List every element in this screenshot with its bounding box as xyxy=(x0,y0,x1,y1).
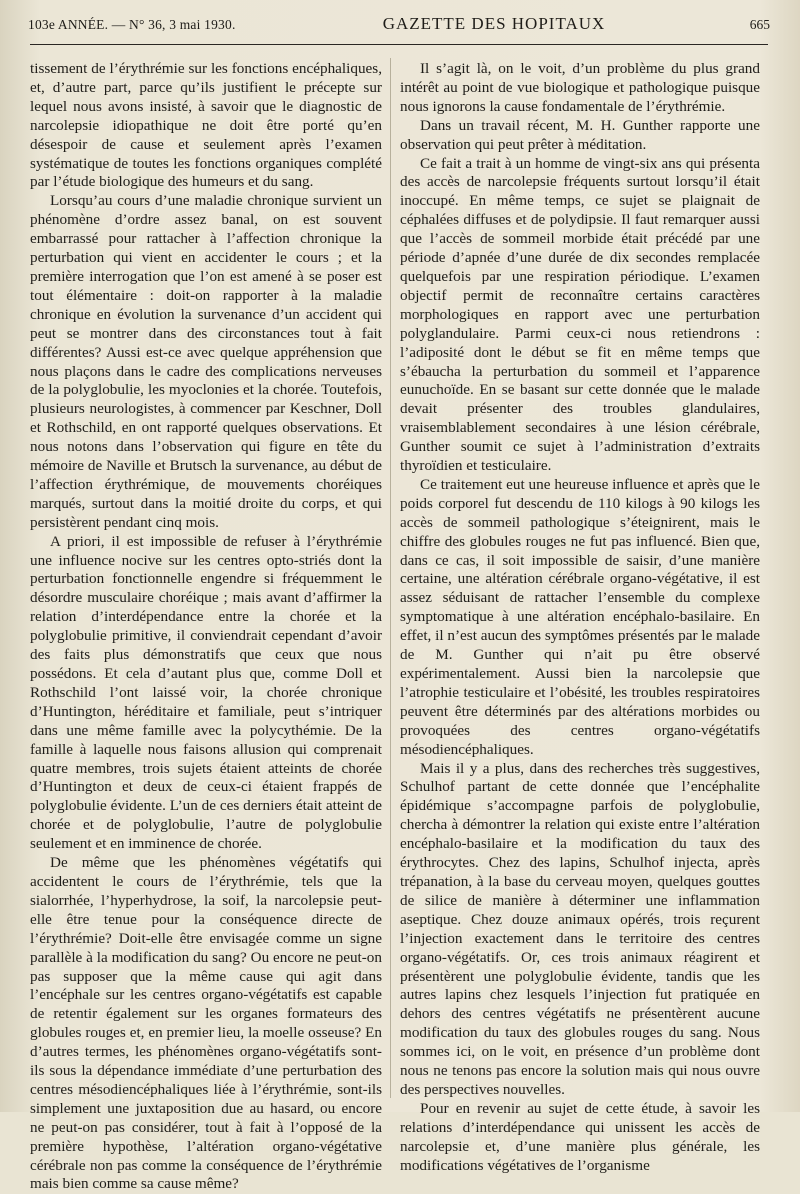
column-divider xyxy=(390,58,391,1098)
paragraph: Pour en revenir au sujet de cette étude, à savoir les relations d’interdépendance qui unissent les accès de narcolepsie et, d’une manière plus générale, les modifications végétatives de l’organisme xyxy=(400,1099,760,1174)
paragraph: Mais il y a plus, dans des recherches très suggestives, Schulhof partant de cette donnée que l’encéphalite épidémique s’accompagne parfois de polyglobulie, chercha à démontrer la relation qui existe entre l’altération encéphalo-basilaire et la modification du taux des érythrocytes. Chez des lapins, Schulhof injecta, après trépanation, à la base du cerveau moyen, quelques gouttes de silice de manière à déterminer une inflammation aseptique. Chez douze animaux opérés, trois reçurent l’injection exactement dans le territoire des centres organo-végétatifs. Or, ces trois animaux réagirent et présentèrent une polyglobulie évidente, tandis que les autres lapins chez lesquels l’injection fut pratiquée en dehors des centres végétatifs ne présentèrent aucune modification du taux des globules rouges du sang. Nous sommes ici, on le voit, en présence d’un problème dont nous ne tenons pas encore la solution mais qui nous ouvre des perspectives nouvelles. xyxy=(400,759,760,1098)
paragraph: Ce fait a trait à un homme de vingt-six ans qui présenta des accès de narcolepsie fréquents surtout lorsqu’il était inoccupé. En même temps, ce sujet se plaignait de céphalées diffuses et de polydipsie. Il faut remarquer aussi que l’accès de sommeil morbide était précédé par une période d’apnée d’une durée de dix secondes remplacée quelquefois par une respiration périodique. L’examen objectif permit de reconnaître certains caractères morphologiques en rapport avec une perturbation polyglandulaire. Parmi ceux-ci nous retiendrons : l’adiposité dont le début se fit en même temps que s’ébaucha la perturbation du sommeil et l’apparence eunuchoïde. En se basant sur cette donnée que le malade devait présenter des troubles glandulaires, vraisemblablement secondaires à une lésion cérébrale, Gunther soumit ce sujet à l’administration d’extraits thyroïdien et testiculaire. xyxy=(400,154,760,475)
paragraph: A priori, il est impossible de refuser à l’érythrémie une influence nocive sur les centres opto-striés dont la perturbation fonctionnelle engendre si fréquemment le désordre musculaire choréique ; mais avant d’affirmer la relation d’interdépendance entre la chorée et la polyglobulie primitive, il conviendrait cependant d’avoir des faits plus démonstratifs que ceux que nous possédons. Et cela d’autant plus que, comme Doll et Rothschild l’ont laissé voir, la chorée chronique d’Huntington, héréditaire et familiale, peut s’intriquer dans une même famille avec la polycythémie. De la famille à laquelle nous faisons allusion qui comprenait quatre membres, trois sujets étaient atteints de chorée d’Huntington et deux de ceux-ci étaient frappés de polyglobulie évidente. L’un de ces derniers était atteint de chorée et de polyglobulie, l’autre de polyglobulie seulement et en imminence de chorée. xyxy=(30,532,382,853)
left-column xyxy=(30,60,382,1194)
paragraph: tissement de l’érythrémie sur les fonctions encéphaliques, et, d’autre part, parce qu’ils justifient le précepte sur lequel nous avons insisté, à savoir que le diagnostic de narcolepsie idiopathique ne doit être porté qu’en désespoir de cause et seulement après l’examen systématique de toutes les fonctions organiques complété par l’étude biologique des humeurs et du sang. xyxy=(30,60,382,191)
paragraph: Lorsqu’au cours d’une maladie chronique survient un phénomène d’ordre assez banal, on est souvent embarrassé pour rattacher à l’affection chronique la perturbation qui vient en accidenter le cours ; et la première interrogation que l’on est amené à se poser est tout élémentaire : doit-on rapporter à la maladie chronique en évolution la survenance d’un accident qui peut se montrer dans des circonstances tout à fait différentes? Aussi est-ce avec quelque appréhension que nous plaçons dans le cadre des complications nerveuses de la polyglobulie, les myoclonies et la chorée. Toutefois, plusieurs neurologistes, à commencer par Keschner, Doll et Rothschild, en ont rapporté quelques observations. Et nous notons dans l’observation qui figure en tête du mémoire de Naville et Brutsch la survenance, au début de l’affection érythrémique, de mouvements choréiques marqués, surtout dans la moitié droite du corps, et qui persistèrent pendant cinq mois. xyxy=(30,192,382,531)
journal-title: GAZETTE DES HOPITAUX xyxy=(382,14,606,33)
paragraph: De même que les phénomènes végétatifs qui accidentent le cours de l’érythrémie, tels que la sialorrhée, l’hyperhydrose, la soif, la narcolepsie peut-elle être tenue pour la conséquence directe de l’érythrémie? Doit-elle être envisagée comme un signe parallèle à la modification du sang? Ou encore ne peut-on pas supposer que la même cause qui agit dans l’encéphale sur les centres organo-végétatifs est capable de retentir également sur les organes formateurs des globules rouges et, en premier lieu, la moelle osseuse? En d’autres termes, les phénomènes organo-végétatifs sont-ils sous la dépendance immédiate d’une perturbation des centres mésodiencéphaliques liée à l’érythrémie, sont-ils simplement une juxtaposition due au hasard, ou encore ne peut-on pas considérer, tout à fait à l’opposé de la première hypothèse, l’altération organo-végétative cérébrale non pas comme la conséquence de l’érythrémie mais bien comme sa cause même? xyxy=(30,854,382,1193)
header-rule xyxy=(30,44,768,45)
right-column xyxy=(400,60,760,1175)
page-number: 665 xyxy=(749,17,770,32)
paragraph: Ce traitement eut une heureuse influence et après que le poids corporel fut descendu de 110 kilogs à 90 kilogs les accès de sommeil pathologique s’éteignirent, mais le chiffre des globules rouges ne fut pas influencé. Bien que, dans ce cas, il soit impossible de saisir, d’une manière certaine, une altération cérébrale organo-végétative, il est assez séduisant de rattacher l’ensemble du complexe symptomatique à une altération encéphalo-basilaire. En effet, il n’est aucun des symptômes présentés par le malade de M. Gunther qui n’ait pu être observé expérimentalement. Aussi bien la narcolepsie que l’atrophie testiculaire et l’obésité, les troubles respiratoires peuvent être déterminés par des altérations morbides ou provoquées des centres organo-végétatifs mésodiencéphaliques. xyxy=(400,475,760,758)
issue-info: 103e ANNÉE. — N° 36, 3 mai 1930. xyxy=(28,17,236,32)
page-header xyxy=(28,14,770,44)
paragraph: Il s’agit là, on le voit, d’un problème du plus grand intérêt au point de vue biologique et pathologique puisque nous ignorons la cause fondamentale de l’érythrémie. xyxy=(400,60,760,115)
paragraph: Dans un travail récent, M. H. Gunther rapporte une observation qui peut prêter à méditation. xyxy=(400,116,760,153)
